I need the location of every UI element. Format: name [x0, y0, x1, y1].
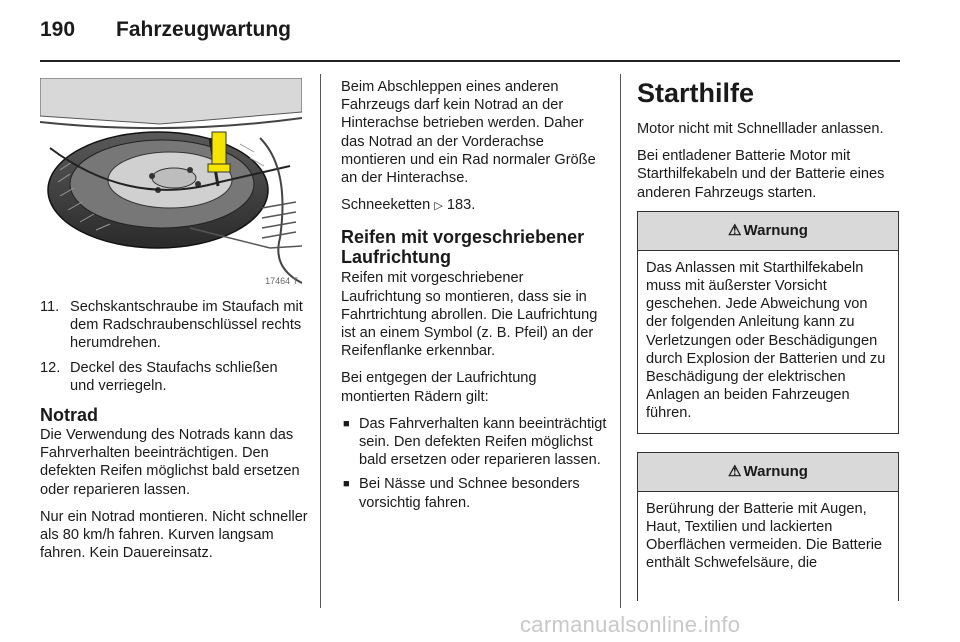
spare-wheel-illustration: [40, 78, 302, 288]
warning-header: [638, 212, 898, 251]
header-rule: [40, 60, 900, 62]
column-divider-1: [320, 74, 321, 608]
bullet-item: ■ Das Fahrverhalten kann beeinträchtigt sein. Den defekten Reifen möglichst bald ersetzen oder reparieren lassen.: [341, 415, 607, 470]
paragraph: Beim Abschleppen eines anderen Fahrzeugs darf kein Notrad an der Hinterachse betrieben werden. Daher das Notrad an der Vorderachse montieren und ein Rad normaler Größe an der Hinterachse.: [341, 79, 596, 187]
section-heading: Reifen mit vorgeschriebener Laufrichtung: [341, 227, 585, 268]
column-3: [637, 78, 899, 619]
warning-header: [638, 453, 898, 492]
step-number: 11.: [40, 299, 60, 315]
section-heading: Starthilfe: [637, 78, 755, 108]
spare-wheel-drawing: [40, 78, 302, 288]
step-text: Sechskantschraube im Staufach mit dem Radschraubenschlüssel rechts herumdrehen.: [70, 299, 303, 352]
column-divider-2: [620, 74, 621, 608]
warning-title: Warnung: [743, 221, 808, 239]
step-item: [40, 359, 305, 395]
warning-text: Berührung der Batterie mit Augen, Haut, Textilien und lackierten Oberflächen vermeiden. Die Batterie enthält Schwefelsäure, die: [646, 500, 883, 572]
page-title: Fahrzeugwartung: [116, 18, 292, 41]
warning-triangle-icon: ⚠: [728, 221, 742, 239]
step-text: Deckel des Staufachs schließen und verriegeln.: [70, 359, 278, 394]
paragraph: Reifen mit vorgeschriebener Laufrichtung so montieren, dass sie in Fahrtrichtung abrollen. Die Laufrichtung ist an einem Symbol (z. B. Pfeil) an der Reifenflanke erkennbar.: [341, 270, 598, 360]
snow-chain-reference: [341, 196, 607, 215]
warning-box: [637, 452, 899, 601]
reference-arrow-icon: ▷: [434, 200, 443, 213]
page-number: 190: [40, 18, 76, 41]
warning-text: Das Anlassen mit Starthilfekabeln muss mit äußerster Vorsicht geschehen. Jede Abweichung von der folgenden Anleitung kann zu Verletzungen oder Beschädigungen durch Explosion der Batterien und zu Beschädigung der elektrischen Anlagen an beiden Fahrzeugen führen.: [646, 259, 886, 422]
paragraph: Bei entladener Batterie Motor mit Starthilfekabeln und der Batterie eines anderen Fahrzeugs starten.: [637, 148, 885, 201]
reference-page-link[interactable]: 183.: [446, 197, 476, 214]
figure-id: 17464 T: [265, 276, 298, 286]
paragraph: Motor nicht mit Schnelllader anlassen.: [637, 121, 884, 137]
watermark: carmanualsonline.info: [520, 612, 741, 637]
paragraph: Bei entgegen der Laufrichtung montierten Rädern gilt:: [341, 370, 537, 405]
paragraph: Nur ein Notrad montieren. Nicht schneller als 80 km/h fahren. Kurven langsam fahren. Kein Dauereinsatz.: [40, 508, 308, 562]
section-heading: Notrad: [40, 405, 98, 425]
step-item: [40, 298, 305, 353]
bullet-item: ■ Bei Nässe und Schnee besonders vorsichtig fahren.: [341, 475, 607, 511]
section-notrad: [40, 404, 308, 571]
warning-box: [637, 211, 899, 434]
step-number: 12.: [40, 359, 61, 376]
warning-title: Warnung: [743, 462, 808, 480]
column-2: [341, 78, 607, 518]
reference-label: Schneeketten: [341, 197, 431, 214]
warning-triangle-icon: ⚠: [728, 462, 742, 480]
paragraph: Die Verwendung des Notrads kann das Fahrverhalten beeinträchtigen. Den defekten Reifen möglichst bald ersetzen oder reparieren lassen.: [40, 427, 300, 498]
step-list: [40, 298, 305, 401]
